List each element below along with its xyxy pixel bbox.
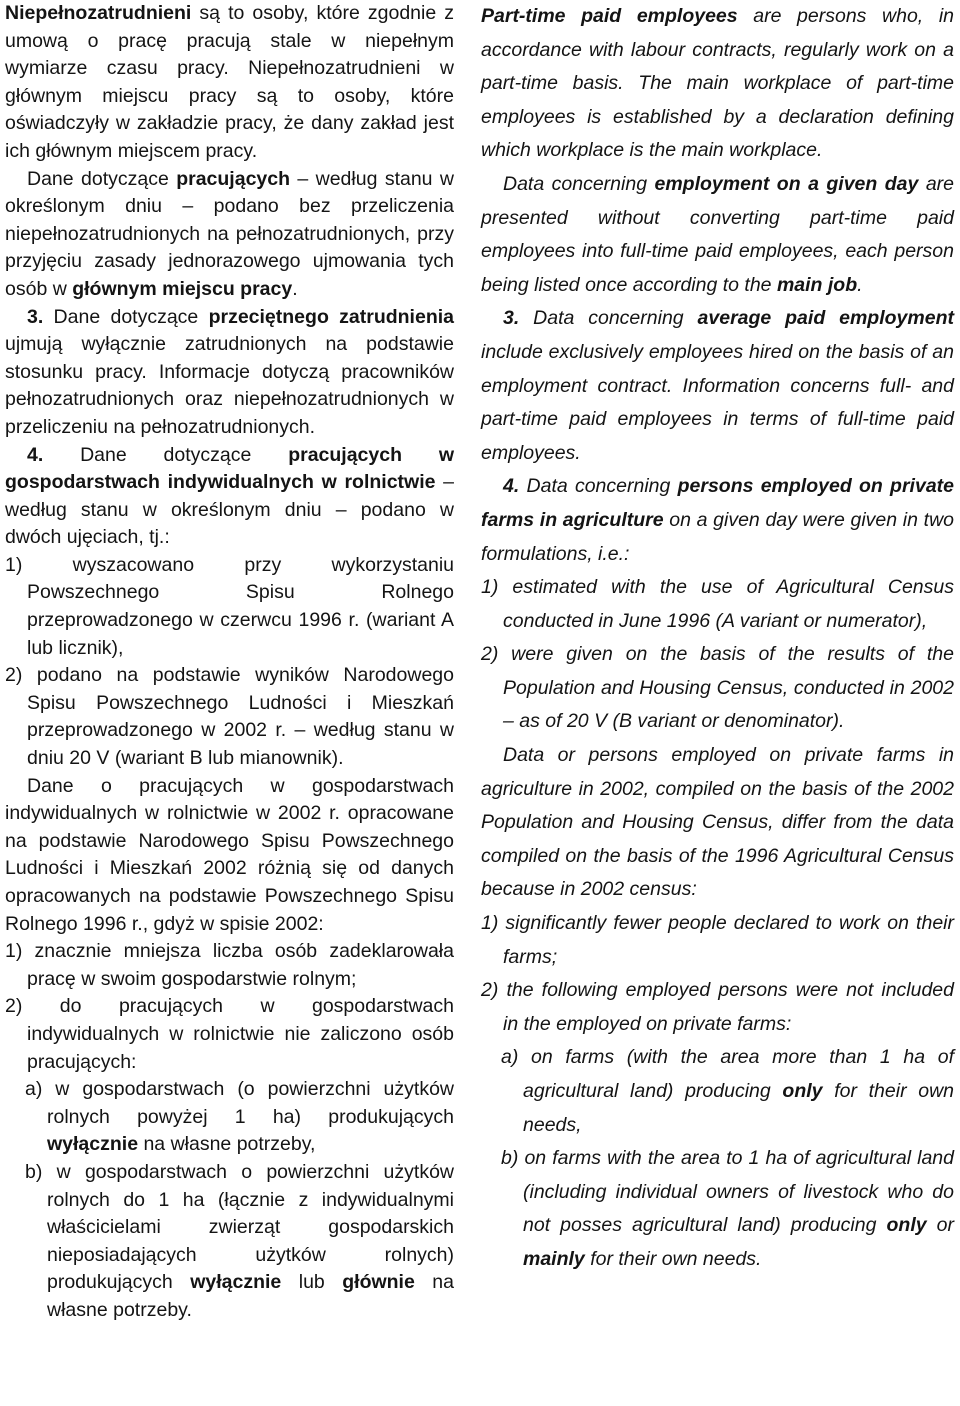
en-census-item-1: 1) significantly fewer people declared to work on their farms; [481, 912, 954, 968]
en-census-subitem-a: a) on farms (with the area more than 1 ha of agricultural land) producing only for their own needs, [501, 1046, 955, 1136]
pl-list-item-1: 1) wyszacowano przy wykorzystaniu Powszechnego Spisu Rolnego przeprowadzonego w czerwcu 1996 r. (wariant A lub licznik), [5, 553, 454, 659]
en-paragraph-employment-data: Data concerning employment on a given day are presented without converting part-time paid employees into full-time paid employees, each person being listed once according to the main job. [481, 172, 955, 296]
en-paragraph-census-difference: Data or persons employed on private farms in agriculture in 2002, compiled on the basis of the 2002 Population and Housing Census, differ from the data compiled on the basis of the 1996 Agricultural Census because in 2002 census: [481, 744, 954, 901]
en-list-item-2: 2) were given on the basis of the results of the Population and Housing Census, conducted in 2002 – as of 20 V (B variant or denominator). [481, 643, 954, 733]
pl-census-subitem-b: b) w gospodarstwach o powierzchni użytków rolnych do 1 ha (łącznie z indywidualnymi właścicielami zwierząt gospodarskich nieposiadających użytków rolnych) produkujących wyłącznie lub głównie na własne potrzeby. [25, 1160, 454, 1321]
pl-paragraph-3: 3. Dane dotyczące przeciętnego zatrudnienia ujmują wyłącznie zatrudnionych na podstawie stosunku pracy. Informacje dotyczą pracowników pełnozatrudnionych oraz niepełnozatrudnionych w przeliczeniu na pełnozatrudnionych. [5, 305, 454, 438]
pl-number-3: 3. [27, 305, 44, 328]
en-census-subitem-b: b) on farms with the area to 1 ha of agricultural land (including individual owners of livestock who do not posses agricultural land) producing only or mainly for their own needs. [501, 1147, 954, 1270]
pl-paragraph-part-time-definition: Niepełnozatrudnieni są to osoby, które zgodnie z umową o pracę pracują stale w niepełnym wymiarze czasu pracy. Niepełnozatrudnieni w głównym miejscu pracy są to osoby, które oświadczyły w zakładzie pracy, że dany zakład jest ich głównym miejscem pracy. [5, 2, 454, 162]
pl-number-4: 4. [27, 443, 44, 466]
en-paragraph-3: 3. Data concerning average paid employment include exclusively employees hired on the basis of an employment contract. Information concerns full- and part-time paid employees in terms of full-time paid employees. [481, 307, 954, 464]
en-list-item-1: 1) estimated with the use of Agricultural Census conducted in June 1996 (A variant or numerator), [481, 576, 954, 632]
pl-census-item-1: 1) znacznie mniejsza liczba osób zadeklarowała pracę w swoim gospodarstwie rolnym; [5, 940, 454, 990]
en-paragraph-part-time-definition: Part-time paid employees are persons who, in accordance with labour contracts, regularly work on a part-time basis. The main workplace of part-time employees is established by a declaration defining which workplace is the main workplace. [481, 5, 954, 162]
en-paragraph-4: 4. Data concerning persons employed on private farms in agriculture on a given day were given in two formulations, i.e.: [481, 475, 955, 565]
pl-paragraph-4: 4. Dane dotyczące pracujących w gospodarstwach indywidualnych w rolnictwie – według stanu w określonym dniu – podano w dwóch ujęciach, tj.: [5, 443, 455, 549]
polish-column [5, 0, 454, 1325]
en-term-part-time: Part-time paid employees [481, 5, 738, 27]
pl-paragraph-census-difference: Dane o pracujących w gospodarstwach indywidualnych w rolnictwie w 2002 r. opracowane na podstawie Narodowego Spisu Powszechnego Ludności i Mieszkań 2002 różnią się od danych opracowanych na podstawie Powszechnego Spisu Rolnego 1996 r., gdyż w spisie 2002: [5, 774, 454, 935]
pl-list-item-2: 2) podano na podstawie wyników Narodowego Spisu Powszechnego Ludności i Mieszkań przeprowadzonego w 2002 r. – według stanu w dniu 20 V (wariant B lub mianownik). [5, 664, 454, 770]
pl-census-item-2: 2) do pracujących w gospodarstwach indywidualnych w rolnictwie nie zaliczono osób pracujących: [5, 995, 454, 1073]
pl-term-part-time: Niepełnozatrudnieni [5, 2, 192, 24]
en-number-4: 4. [503, 475, 520, 498]
en-number-3: 3. [503, 307, 520, 330]
english-column [481, 0, 954, 1277]
pl-paragraph-employment-data: Dane dotyczące pracujących – według stanu w określonym dniu – podano bez przeliczenia niepełnozatrudnionych na pełnozatrudnionych, przy przyjęciu zasady jednorazowego ujmowania tych osób w głównym miejscu pracy. [5, 167, 454, 300]
en-census-item-2: 2) the following employed persons were not included in the employed on private farms: [481, 979, 954, 1035]
pl-census-subitem-a: a) w gospodarstwach (o powierzchni użytków rolnych powyżej 1 ha) produkujących wyłącznie na własne potrzeby, [25, 1078, 454, 1156]
